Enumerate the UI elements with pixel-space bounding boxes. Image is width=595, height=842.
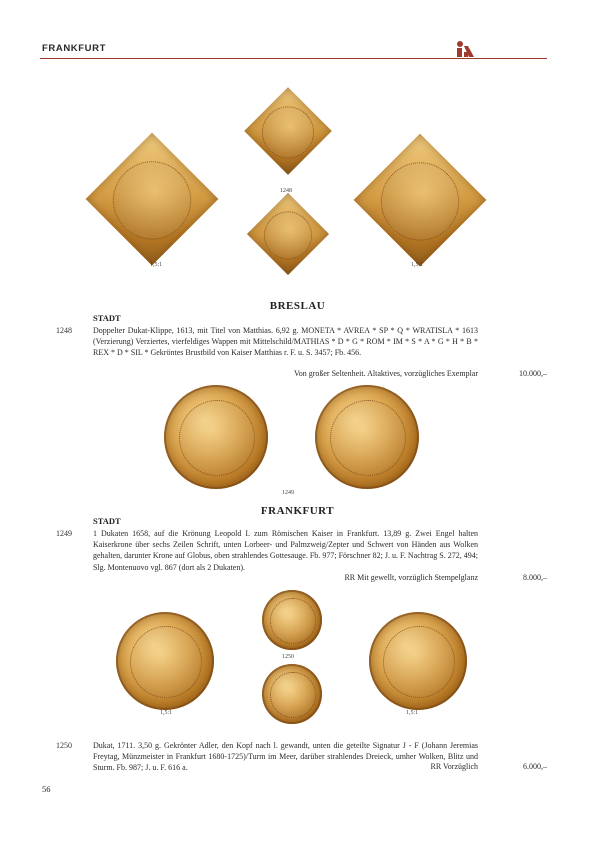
lot-description: Doppelter Dukat-Klippe, 1613, mit Titel von Matthias. 6,92 g. MONETA * AVREA * SP * Q * WRATISLA * 1613 (Verzierung) Verziertes, vierfeldiges Wappen mit Mittelschild/MATHIAS * D * G * ROM * IM * S * A * G * H * B * REX * D * SIL * Gekröntes Brustbild von Kaiser Matthias r. F. u. S. 3457; Fb. 456.: [93, 326, 478, 358]
page-number: 56: [42, 784, 51, 794]
city-heading: BRESLAU: [269, 300, 326, 312]
subheading: STADT: [93, 516, 121, 526]
image-caption: 1248: [280, 188, 292, 194]
lot-description: Dukat, 1711. 3,50 g. Gekrönter Adler, den Kopf nach l. gewandt, unten die geteilte Signatur J - F (Johann Jeremias Freytag, Münzmeister in Frankfurt 1680-1725)/Turm im Meer, darüber strahlendes Dreieck, umher Wolken, Blitz und Sturm. Fb. 987; J. u. F. 616 a.: [93, 741, 478, 773]
lot-price: 8.000,–: [523, 573, 547, 582]
scale-label-left: 1,5:1: [150, 262, 163, 268]
lot-description: 1 Dukaten 1658, auf die Krönung Leopold I. zum Römischen Kaiser in Frankfurt. 13,89 g. Zwei Engel halten Kaiserkrone über sechs Zeilen Schrift, unten Lorbeer- und Palmzweig/Zepter und Schwert von Händen aus Wolken gehalten, darunter Krone auf Globus, oben strahlendes Gottesauge. Fb. 977; Förschner 82; J. u. F. Nachtrag S. 272, 494; Slg. Montenuovo vgl. 867 (dort als 2 Dukaten).: [93, 529, 478, 572]
lot-number: 1249: [56, 529, 72, 538]
image-caption: 1250: [282, 654, 294, 660]
header-rule: [40, 58, 547, 59]
coin-image-1250-large-reverse: [369, 612, 467, 710]
subheading: STADT: [93, 313, 121, 323]
running-header: FRANKFURT: [42, 43, 106, 54]
coin-image-1249-obverse: [164, 385, 268, 489]
scale-label-left: 1,5:1: [160, 710, 173, 716]
coin-image-1250-small-reverse: [262, 664, 322, 724]
image-caption: 1249: [282, 490, 294, 496]
lot-price: 10.000,–: [519, 369, 547, 378]
lot-condition: RR Mit gewellt, vorzüglich Stempelglanz: [344, 573, 478, 582]
city-heading: FRANKFURT: [260, 505, 335, 517]
publisher-logo-icon: [454, 40, 474, 58]
lot-number: 1248: [56, 326, 72, 335]
lot-condition: RR Vorzüglich: [430, 762, 478, 771]
lot-number: 1250: [56, 741, 72, 750]
lot-price: 6.000,–: [523, 762, 547, 771]
coin-image-1250-small-obverse: [262, 590, 322, 650]
coin-image-1250-large-obverse: [116, 612, 214, 710]
scale-label-right: 1,5:1: [411, 262, 424, 268]
coin-image-1249-reverse: [315, 385, 419, 489]
lot-condition: Von großer Seltenheit. Altaktives, vorzügliches Exemplar: [293, 369, 478, 378]
scale-label-right: 1,5:1: [406, 710, 419, 716]
